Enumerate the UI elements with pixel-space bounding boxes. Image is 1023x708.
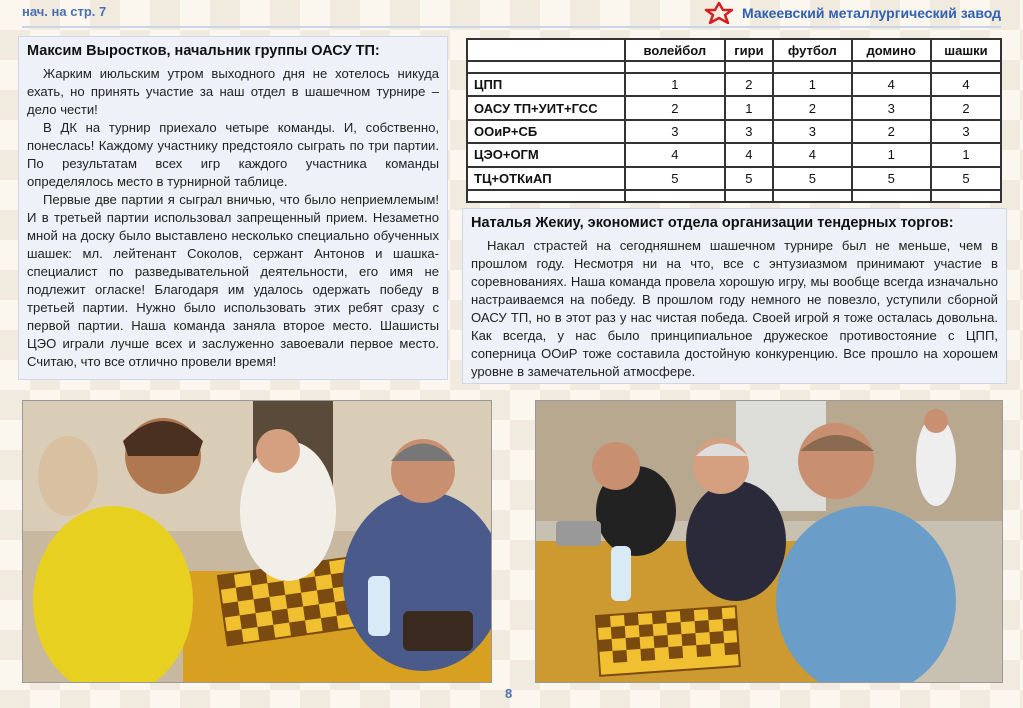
- company-header: [704, 2, 1001, 24]
- table-cell: 1: [931, 143, 1001, 166]
- table-cell: 3: [852, 96, 931, 119]
- team-name: ТЦ+ОТКиАП: [467, 167, 625, 190]
- team-name: ЦПП: [467, 73, 625, 96]
- table-row: [467, 96, 1001, 119]
- table-row: [467, 167, 1001, 190]
- continued-from-label: нач. на стр. 7: [22, 4, 107, 19]
- company-logo-icon: [704, 2, 734, 24]
- header-divider: [22, 26, 1001, 28]
- article-paragraph: Накал страстей на сегодняшнем шашечном турнире был не меньше, чем в прошлом году. Несмотря ни на что, все с энтузиазмом принимают участие в соревнованиях. Наша команда провела хорошую игру, мы вообще всегда изначально настраиваемся на победу. В прошлом году немного не повезло, уступили сборной ОАСУ ТП, но в этот раз у нас чистая победа. Своей игрой я тоже осталась довольна. Как всегда, у нас было принципиальное дружеское противостояние с ЦПП, соперница ООиР тоже составила достойную конкуренцию. Все прошло на хорошем уровне в замечательной атмосфере.: [471, 238, 998, 379]
- team-name: ООиР+СБ: [467, 120, 625, 143]
- table-cell: 3: [931, 120, 1001, 143]
- tournament-results-table: [466, 38, 1002, 203]
- table-header-row: [467, 39, 1001, 61]
- table-cell: 1: [725, 96, 773, 119]
- table-cell: 4: [931, 73, 1001, 96]
- article-heading: Максим Выростков, начальник группы ОАСУ ТП:: [27, 43, 380, 59]
- article-paragraph: В ДК на турнир приехало четыре команды. И, собственно, понеслась! Каждому участнику предстояло сыграть по три партии. По результатам всех игр каждого участника команды определялось место в турнирной таблице.: [27, 120, 439, 189]
- company-name: Макеевский металлургический завод: [741, 5, 1001, 21]
- column-header: волейбол: [625, 39, 725, 61]
- table-row: [467, 143, 1001, 166]
- table-spacer-row: [467, 61, 1001, 73]
- table-cell: 5: [852, 167, 931, 190]
- table-cell: 1: [852, 143, 931, 166]
- table-cell: 5: [773, 167, 851, 190]
- table-row: [467, 120, 1001, 143]
- table-cell: 2: [852, 120, 931, 143]
- table-corner-cell: [467, 39, 625, 61]
- article-zhekiu: [462, 208, 1007, 384]
- table-cell: 1: [773, 73, 851, 96]
- checkers-game-photo-right: [535, 400, 1003, 683]
- checkers-game-photo-icon: [536, 401, 1002, 682]
- article-paragraph: Первые две партии я сыграл вничью, что было неприемлемым! И в третьей партии использовал запрещенный прием. Незаметно мной на доску было выставлено несколько специально обученных шашек: мл. лейтенант Соколов, сержант Антонов и шашка-специалист по разведывательной деятельности, его имя не подлежит огласке! Благодаря им удалось одержать победу в третьей партии. Нужно было использовать этих ребят сразу с первой партии. Наша команда заняла второе место. Шашисты ЦЭО играли лучше всех и заслуженно завоевали первое место. Считаю, что все отлично провели время!: [27, 192, 439, 369]
- table-cell: 3: [625, 120, 725, 143]
- table-cell: 5: [625, 167, 725, 190]
- table-cell: 2: [931, 96, 1001, 119]
- article-paragraph: Жарким июльским утром выходного дня не хотелось никуда ехать, но принять участие за наш отдел в шашечном турнире – дело чести!: [27, 66, 439, 117]
- team-name: ЦЭО+ОГМ: [467, 143, 625, 166]
- checkers-game-photo-icon: [23, 401, 491, 682]
- table-spacer-row: [467, 190, 1001, 202]
- page-number: 8: [505, 686, 513, 701]
- table-cell: 4: [625, 143, 725, 166]
- column-header: гири: [725, 39, 773, 61]
- table-cell: 2: [625, 96, 725, 119]
- table-cell: 2: [773, 96, 851, 119]
- team-name: ОАСУ ТП+УИТ+ГСС: [467, 96, 625, 119]
- table-cell: 5: [725, 167, 773, 190]
- checkers-game-photo-left: [22, 400, 492, 683]
- table-cell: 3: [773, 120, 851, 143]
- article-heading: Наталья Жекиу, экономист отдела организации тендерных торгов:: [471, 215, 954, 231]
- table-cell: 4: [773, 143, 851, 166]
- table-cell: 1: [625, 73, 725, 96]
- column-header: футбол: [773, 39, 851, 61]
- table-cell: 4: [852, 73, 931, 96]
- table-cell: 2: [725, 73, 773, 96]
- table-cell: 4: [725, 143, 773, 166]
- table-cell: 3: [725, 120, 773, 143]
- article-vyrostkov: [18, 36, 448, 380]
- table-row: [467, 73, 1001, 96]
- column-header: шашки: [931, 39, 1001, 61]
- column-header: домино: [852, 39, 931, 61]
- table-cell: 5: [931, 167, 1001, 190]
